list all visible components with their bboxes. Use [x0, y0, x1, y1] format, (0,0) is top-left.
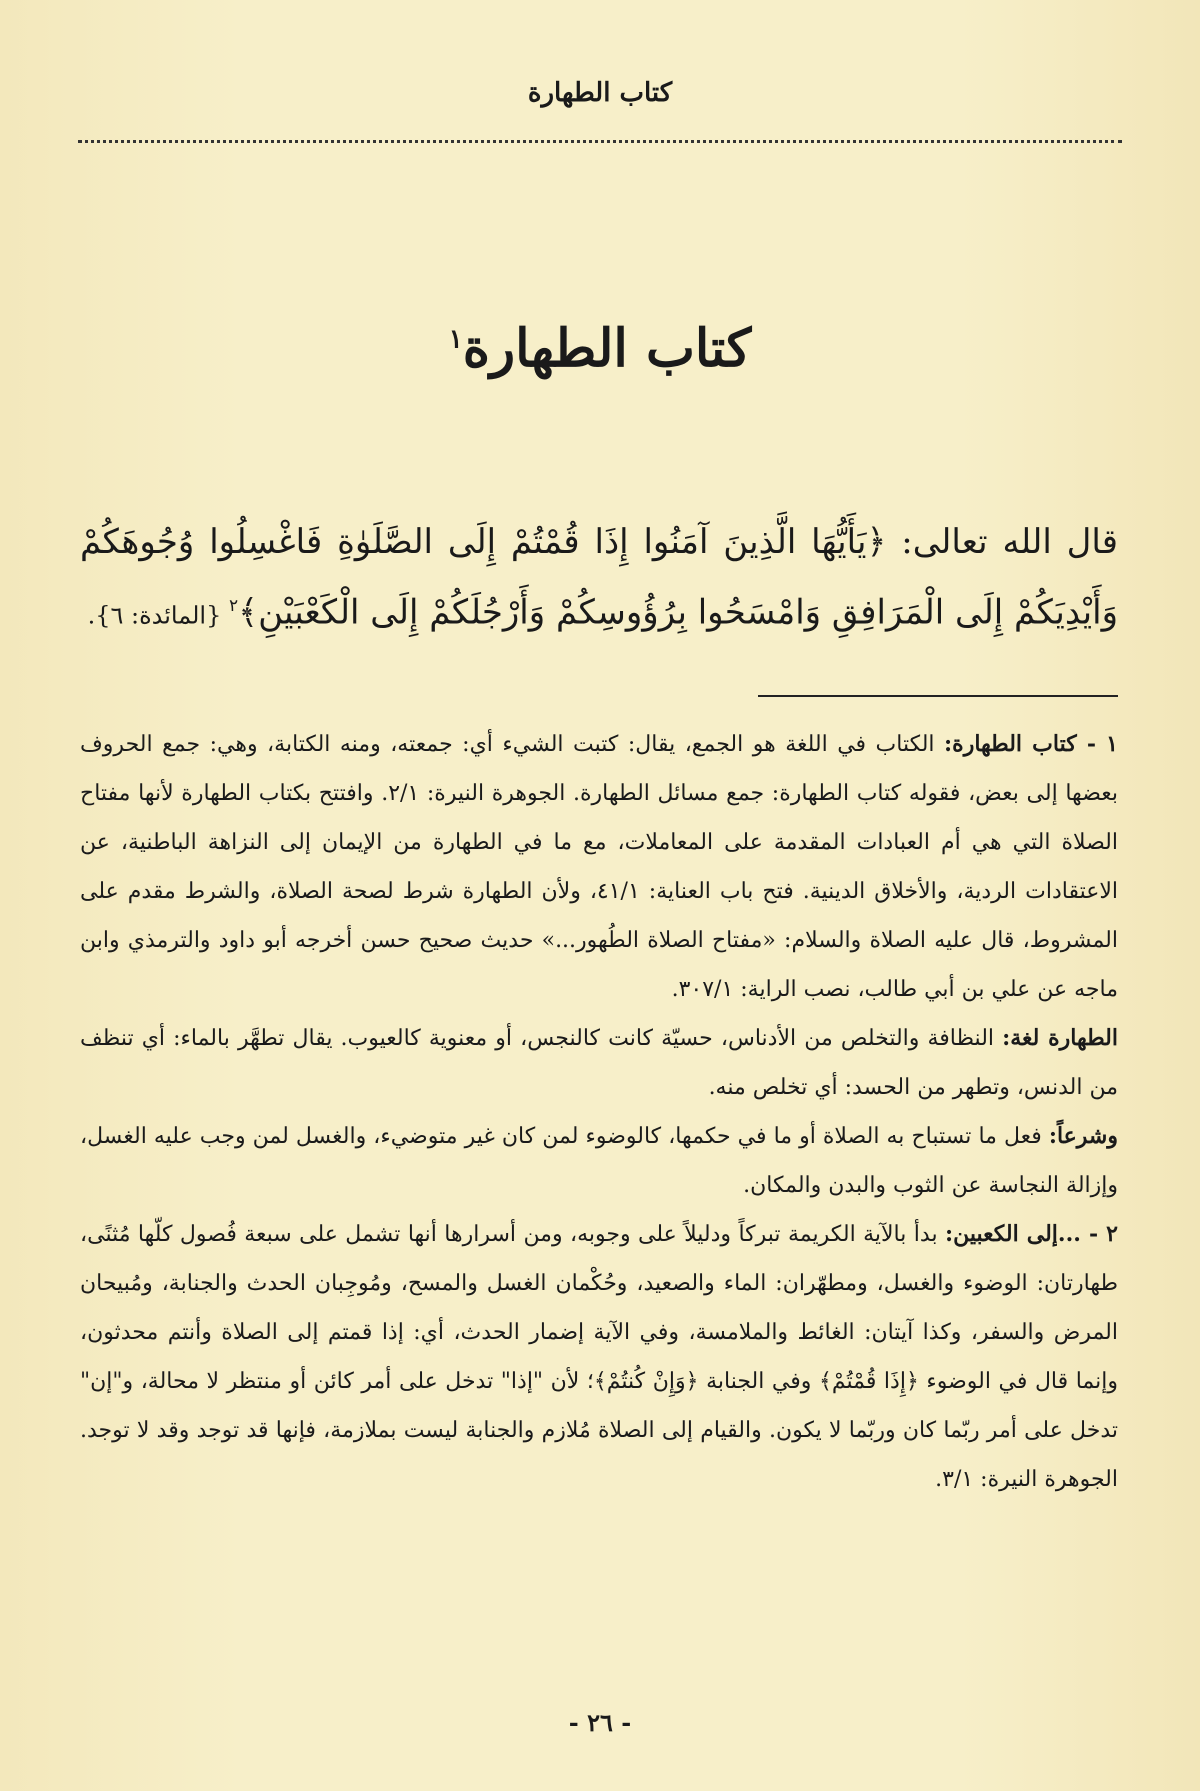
- footnote-text: فعل ما تستباح به الصلاة أو ما في حكمها، كالوضوء لمن كان غير متوضيء، والغسل لمن وجب عليه الغسل، وإزالة النجاسة عن الثوب والبدن والمكان.: [80, 1124, 1118, 1198]
- footnotes-section: [80, 720, 1118, 1504]
- footnote-paragraph: [80, 720, 1118, 1014]
- verse-footnote-marker: ٢: [229, 596, 239, 616]
- page-number: - ٢٦ -: [568, 1708, 632, 1737]
- running-header: كتاب الطهارة: [527, 78, 673, 108]
- verse-text: ﴿يَأَيُّهَا الَّذِينَ آمَنُوا إِذَا قُمْتُمْ إِلَى الصَّلَوٰةِ فَاغْسِلُوا وُجُوهَكُمْ وَأَيْدِيَكُمْ إِلَى الْمَرَافِقِ وَامْسَحُوا بِرُؤُوسِكُمْ وَأَرْجُلَكُمْ إِلَى الْكَعْبَيْنِ﴾: [80, 522, 1118, 633]
- footnote-lead: ١ - كتاب الطهارة:: [944, 731, 1118, 757]
- chapter-title: [0, 318, 1200, 379]
- footnote-text: بدأ بالآية الكريمة تبركاً ودليلاً على وجوبه، ومن أسرارها أنها تشمل على سبعة فُصول كلّها مُثنًى، طهارتان: الوضوء والغسل، ومطهّران: الماء والصعيد، وحُكْمان الغسل والمسح، ومُوجِبان الحدث والجنابة، ومُبيحان المرض والسفر، وكذا آيتان: الغائط والملامسة، وفي الآية إضمار الحدث، أي: إذا قمتم إلى الصلاة وأنتم محدثون، وإنما قال في الوضوء ﴿إِذَا قُمْتُمْ﴾ وفي الجنابة ﴿وَإِنْ كُنتُمْ﴾؛ لأن "إذا" تدخل على أمر كائن أو منتظر لا محالة، و"إن" تدخل على أمر ربّما كان وربّما لا يكون. والقيام إلى الصلاة مُلازم والجنابة ليست بملازمة، فإنها قد توجد وقد لا توجد. الجوهرة النيرة: ٣/١.: [80, 1222, 1118, 1492]
- footnote-lead: ٢ - ...إلى الكعبين:: [944, 1221, 1118, 1247]
- chapter-footnote-marker: ١: [448, 324, 463, 355]
- footnote-paragraph: [80, 1112, 1118, 1210]
- footnote-paragraph: [80, 1014, 1118, 1112]
- footnote-paragraph: [80, 1210, 1118, 1504]
- footnote-text: الكتاب في اللغة هو الجمع، يقال: كتبت الشيء أي: جمعته، ومنه الكتابة، وهي: جمع الحروف بعضها إلى بعض، فقوله كتاب الطهارة: جمع مسائل الطهارة. الجوهرة النيرة: ٢/١. وافتتح بكتاب الطهارة لأنها مفتاح الصلاة التي هي أم العبادات المقدمة على المعاملات، مع ما في الطهارة من الإيمان إلى النزاهة الباطنية، عن الاعتقادات الردية، والأخلاق الدينية. فتح باب العناية: ٤١/١، ولأن الطهارة شرط لصحة الصلاة، والشرط مقدم على المشروط، قال عليه الصلاة والسلام: «مفتاح الصلاة الطُهور...» حديث صحيح حسن أخرجه أبو داود والترمذي وابن ماجه عن علي بن أبي طالب، نصب الراية: ٣٠٧/١.: [80, 732, 1119, 1002]
- footnote-lead: الطهارة لغة:: [1002, 1025, 1118, 1051]
- header-dotted-rule: [78, 140, 1122, 143]
- footnote-text: النظافة والتخلص من الأدناس، حسيّة كانت كالنجس، أو معنوية كالعيوب. يقال تطهَّر بالماء: أي تنظف من الدنس، وتطهر من الحسد: أي تخلص منه.: [80, 1026, 1118, 1100]
- footnote-separator: [758, 695, 1118, 697]
- footnote-lead: وشرعاً:: [1048, 1123, 1118, 1149]
- quran-verse-paragraph: [80, 510, 1118, 647]
- verse-intro: قال الله تعالى:: [886, 522, 1118, 562]
- verse-reference: {المائدة: ٦}.: [87, 601, 229, 630]
- chapter-title-text: كتاب الطهارة: [462, 318, 752, 379]
